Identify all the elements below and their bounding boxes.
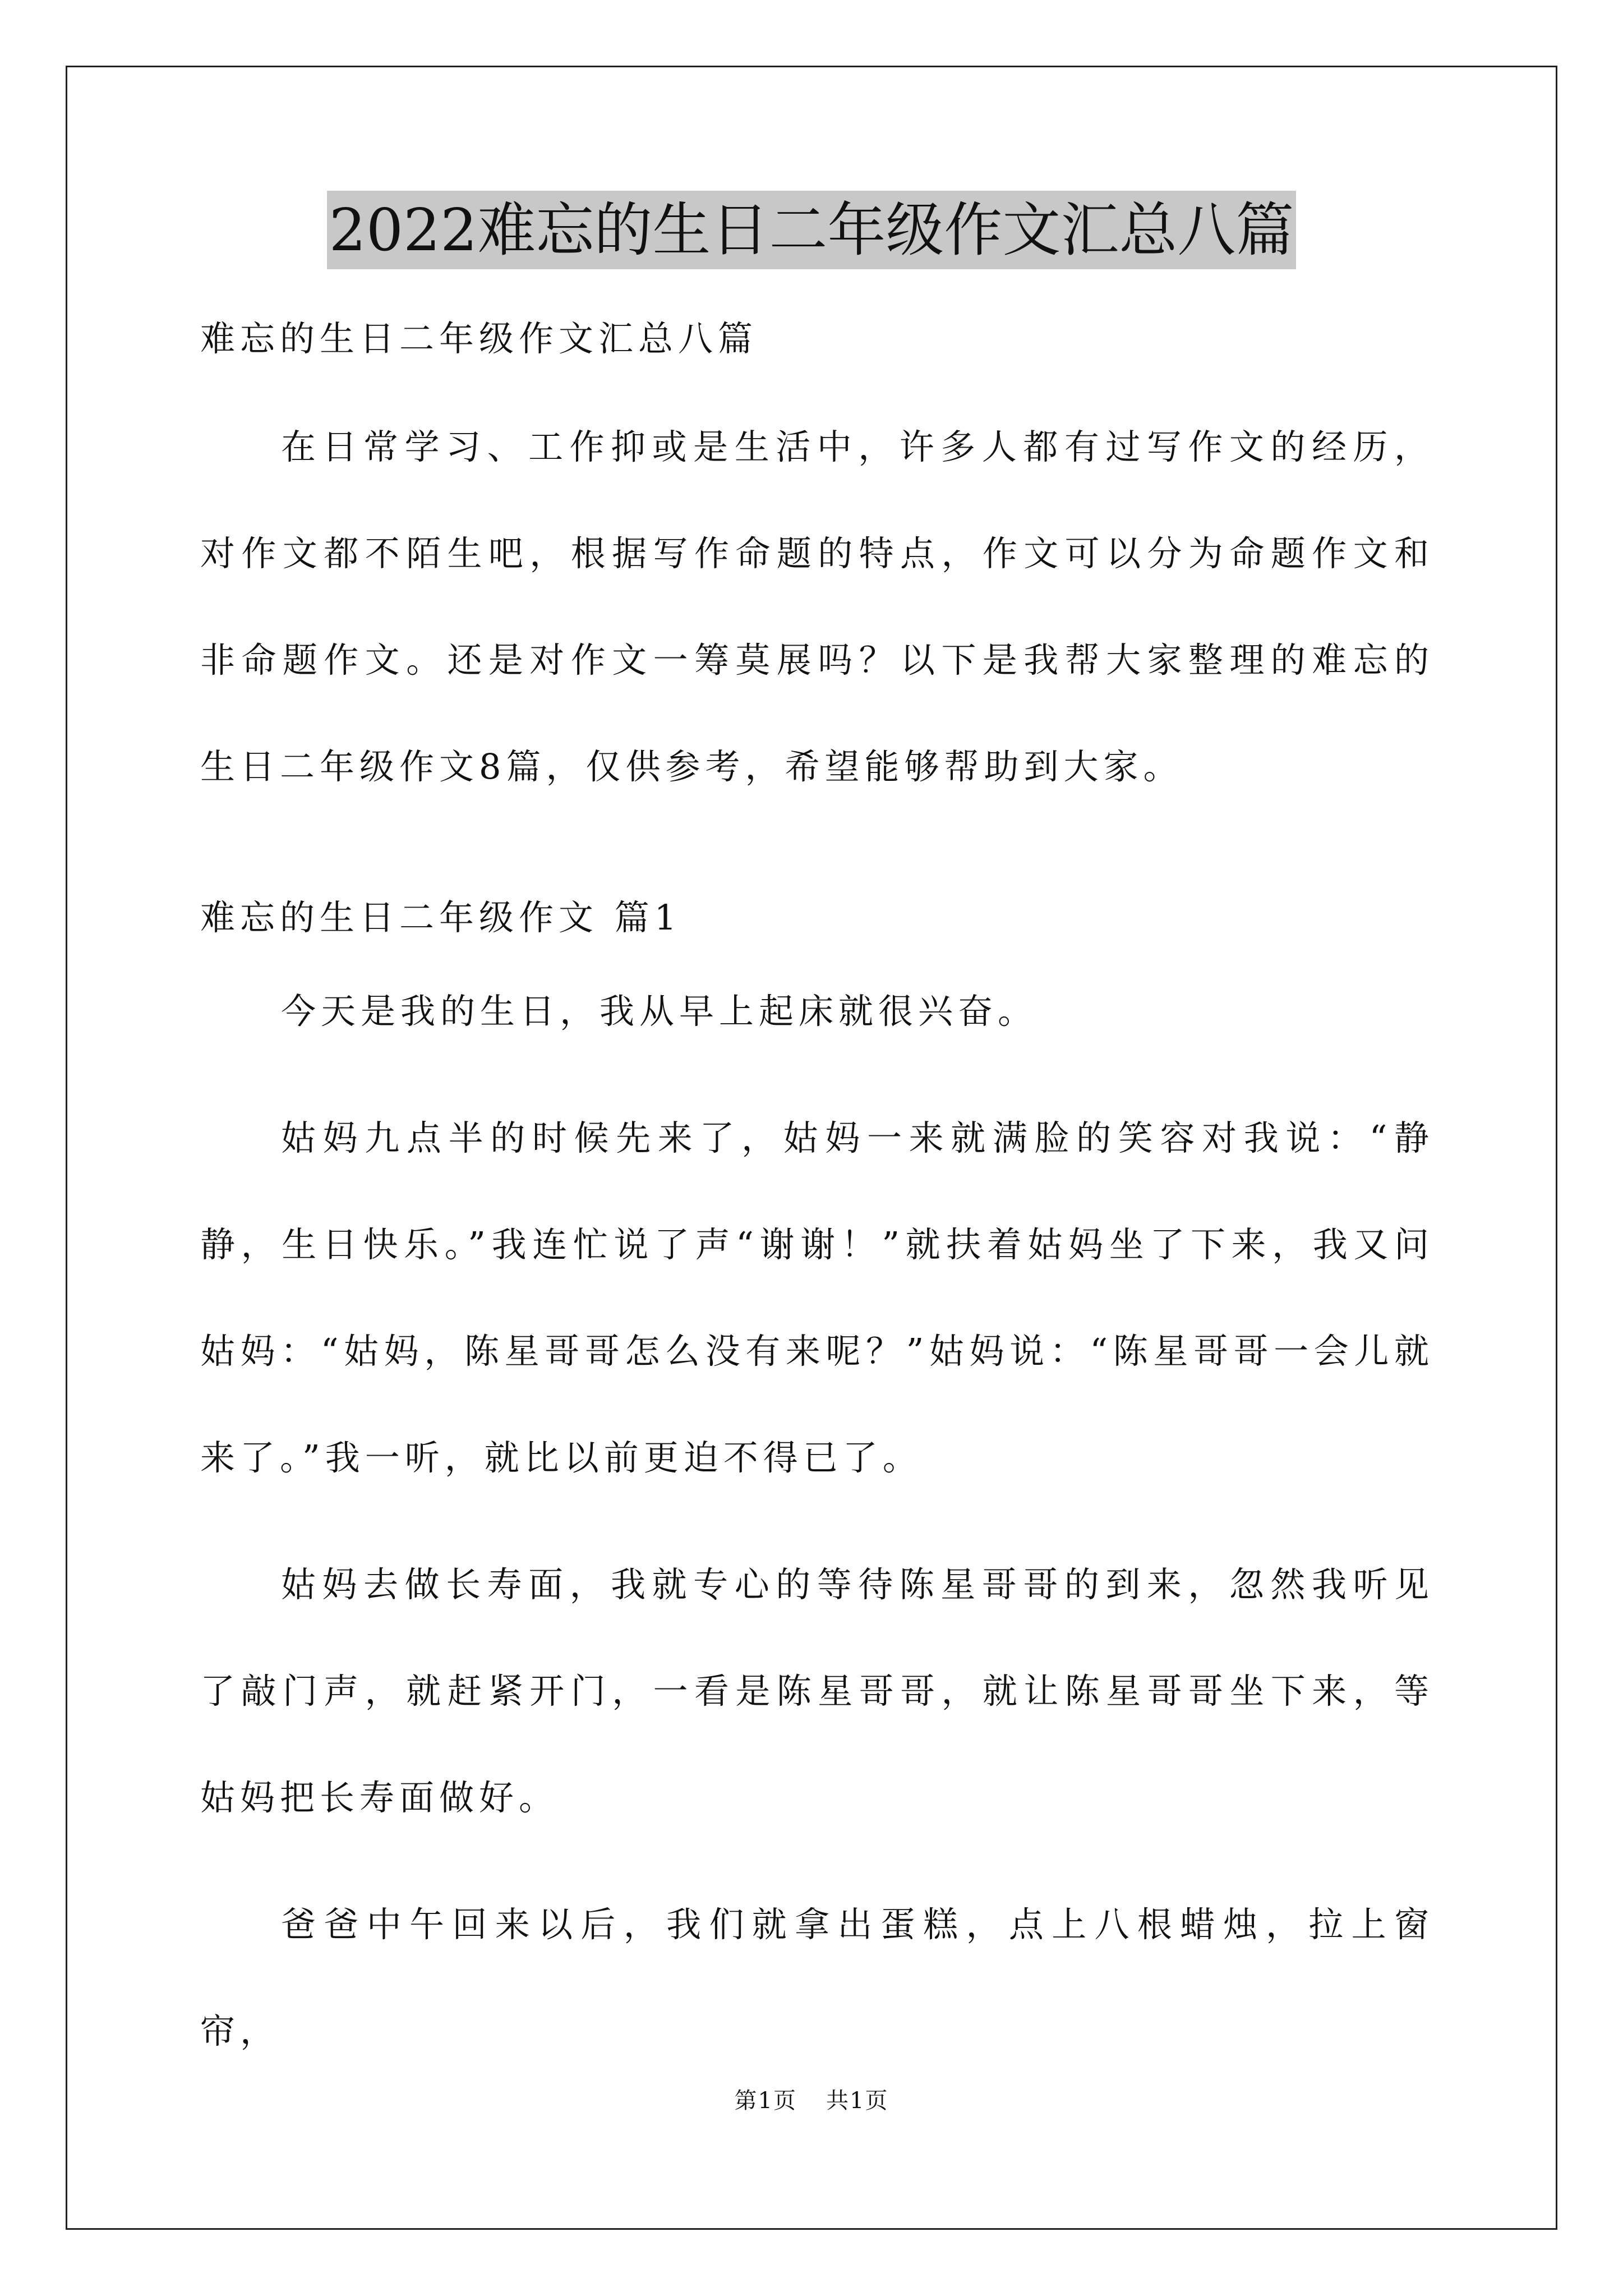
body-paragraph: 今天是我的生日，我从早上起床就很兴奋。	[281, 991, 1038, 1032]
page-count: 共1页	[826, 2088, 889, 2114]
document-subtitle: 难忘的生日二年级作文汇总八篇	[200, 318, 758, 359]
page-footer	[0, 2084, 1623, 2118]
section-heading: 难忘的生日二年级作文 篇1	[200, 897, 682, 938]
document-body	[200, 307, 1434, 2085]
document-title: 2022难忘的生日二年级作文汇总八篇	[327, 191, 1297, 269]
body-paragraph: 姑妈九点半的时候先来了，姑妈一来就满脸的笑容对我说：“静静，生日快乐。”我连忙说了声“谢谢！”就扶着姑妈坐了下来，我又问姑妈：“姑妈，陈星哥哥怎么没有来呢？”姑妈说：“陈星哥哥一会儿就来了。”我一听，就比以前更迫不得已了。	[200, 1117, 1434, 1478]
body-paragraph: 爸爸中午回来以后，我们就拿出蛋糕，点上八根蜡烛，拉上窗帘，	[200, 1904, 1434, 2051]
page-number: 第1页	[734, 2088, 797, 2114]
intro-paragraph: 在日常学习、工作抑或是生活中，许多人都有过写作文的经历，对作文都不陌生吧，根据写作命题的特点，作文可以分为命题作文和非命题作文。还是对作文一筹莫展吗？以下是我帮大家整理的难忘的生日二年级作文8篇，仅供参考，希望能够帮助到大家。	[200, 426, 1434, 787]
title-container	[0, 191, 1623, 269]
body-paragraph: 姑妈去做长寿面，我就专心的等待陈星哥哥的到来，忽然我听见了敲门声，就赶紧开门，一看是陈星哥哥，就让陈星哥哥坐下来，等姑妈把长寿面做好。	[200, 1564, 1434, 1818]
